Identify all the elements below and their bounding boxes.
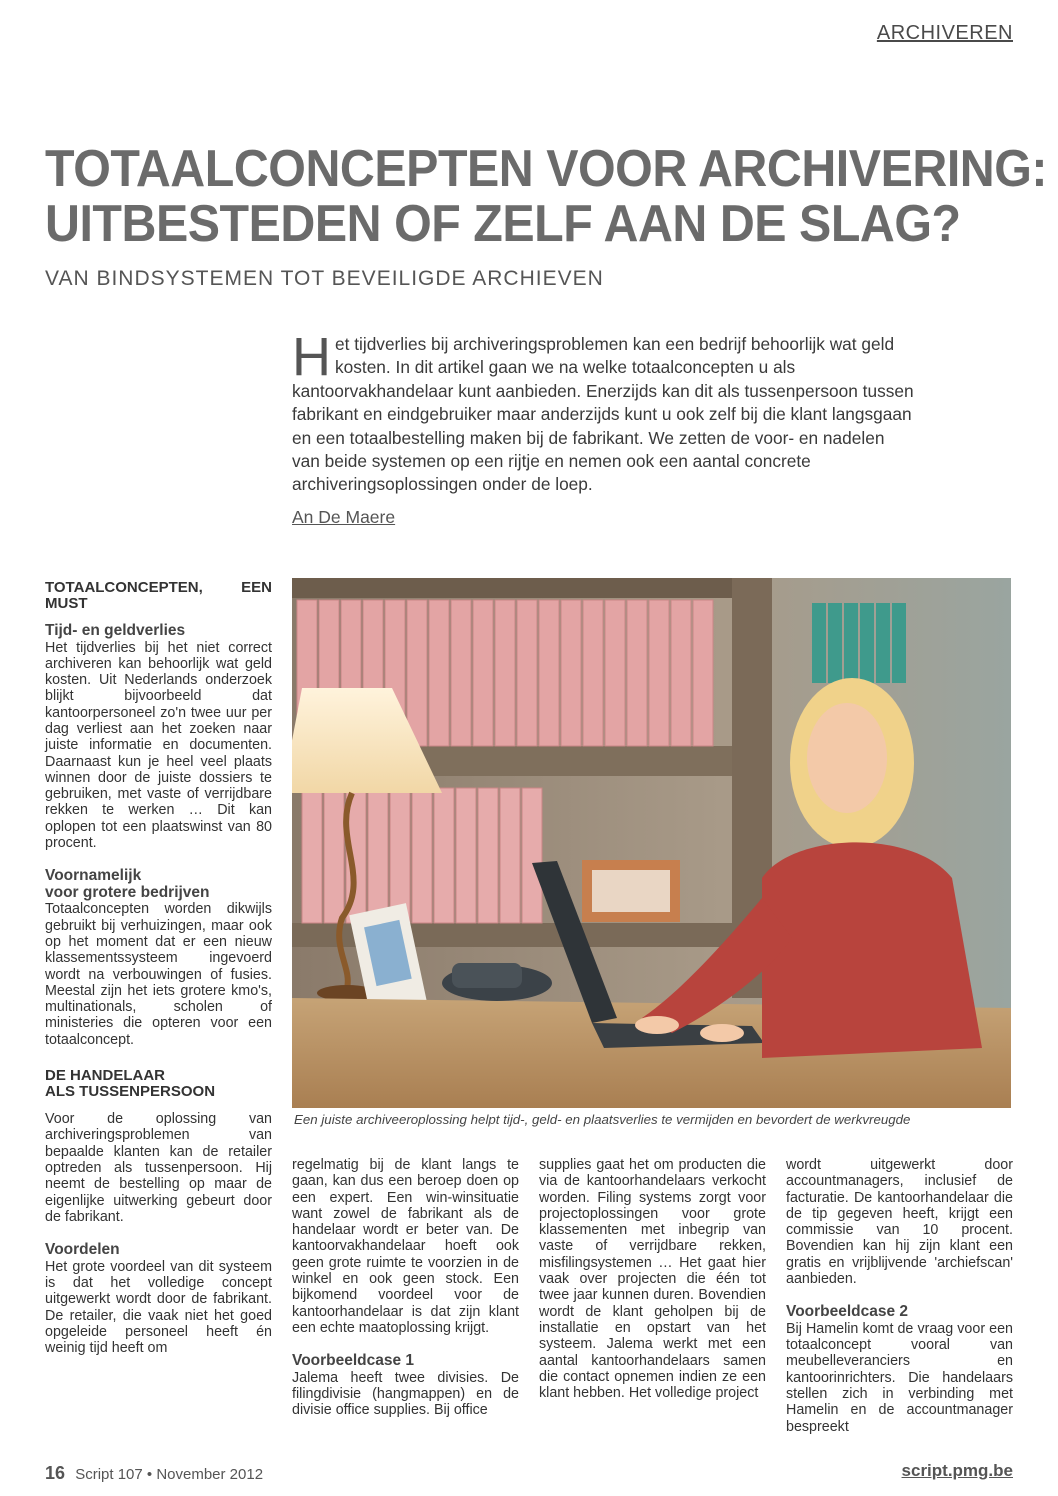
subheading: Tijd- en geldverlies [45, 622, 186, 639]
page-number: 16 [45, 1463, 66, 1483]
drop-cap: H [292, 327, 331, 387]
site-link[interactable]: script.pmg.be [901, 1461, 1013, 1480]
subheading: voor grotere bedrijven [45, 883, 210, 901]
column-2 [292, 1157, 519, 1419]
section-heading: TOTAALCONCEPTEN, EEN MUST [45, 579, 272, 612]
body-paragraph: wordt uitgewerkt door accountmanagers, inclusief de facturatie. De kantoorhandelaar die de tip gegeven heeft, krijgt een commissie van 10 procent. Bovendien kan hij zijn klant een gratis en vrijblijvende 'archiefscan' aanbieden. [786, 1157, 1013, 1288]
body-paragraph: Het tijdverlies bij het niet correct archiveren kan behoorlijk wat geld kosten. Uit Nederlands onderzoek blijkt bijvoorbeeld dat kantoorpersoneel zo'n twee uur per dag verliest aan het zoeken naar juiste informatie en documenten. Daarnaast kun je heel veel plaats winnen door de juiste dossiers te gebruiken, met vaste of verrijdbare rekken te werken … Dit kan oplopen tot een plaatswinst van 80 procent. [45, 639, 272, 852]
column-3 [539, 1157, 766, 1401]
headline-line-1: TOTAALCONCEPTEN VOOR ARCHIVERING: [45, 140, 1048, 198]
body-paragraph: Voor de oplossing van archiveringsproblemen van bepaalde klanten kan de retailer optreden als tussenpersoon. Hij neemt de bestelling op maar de eigenlijke uitwerking gebeurt door de fabrikant. [45, 1111, 272, 1225]
section-tag: ARCHIVEREN [876, 22, 1013, 44]
body-paragraph: Totaalconcepten worden dikwijls gebruikt bij verhuizingen, maar ook op het moment dat er een nieuw klassementssysteem ingevoerd wordt na verbouwingen of fusies. Meestal zijn het iets grotere kmo's, multinationals, scholen of ministeries die opteren voor een totaalconcept. [45, 901, 272, 1048]
body-paragraph: Bij Hamelin komt de vraag voor een totaalconcept vooral van meubelleveranciers en kantoorinrichters. Die handelaars stellen zich in verbinding met Hamelin en de accountmanager bespreekt [786, 1320, 1013, 1435]
column-1 [45, 580, 272, 1356]
subheading: Voorbeeldcase 2 [786, 1303, 909, 1321]
subheading: Voornamelijk [45, 867, 142, 885]
intro-text: et tijdverlies bij archiveringsproblemen kan een bedrijf behoorlijk wat geld kosten. In dit artikel gaan we na welke totaalconcepten u als kantoorvakhandelaar kunt aanbieden. Enerzijds kan dit als tussenpersoon tussen fabrikant en eindgebruiker maar anderzijds kunt u ook zelf bij die klant langsgaan en een totaalbestelling maken bij de fabrikant. We zetten de voor- en nadelen van beide systemen op een rijtje en nemen ook een aantal concrete archiveringsoplossingen onder de loep. [292, 334, 914, 495]
body-paragraph: regelmatig bij de klant langs te gaan, kan dus een beroep doen op een expert. Een win-winsituatie want zowel de fabrikant als de handelaar wordt er beter van. De kantoorvakhandelaar hoeft ook geen grote ruimte te voorzien in de winkel en ook geen stock. Een bijkomend voordeel voor de kantoorhandelaar is dat zijn klant een echte maatoplossing krijgt. [292, 1157, 519, 1336]
body-paragraph: Jalema heeft twee divisies. De filingdivisie (hangmappen) en de divisie office supplies. Bij office [292, 1369, 519, 1419]
body-paragraph: supplies gaat het om producten die via de kantoorhandelaars verkocht worden. Filing systems zorgt voor projectoplossingen voor grote klassementen met inbegrip van vaste of verrijdbare rekken, misfilingsystemen … Het gaat hier vaak over projecten die één tot twee jaar kunnen duren. Bovendien wordt de klant geholpen bij de installatie en opstart van het systeem. Jalema werkt met een aantal kantoorhandelaars samen die contact opnemen indien ze een klant hebben. Het volledige project [539, 1157, 766, 1402]
article-photo [292, 578, 1011, 1108]
section-heading: ALS TUSSENPERSOON [45, 1083, 216, 1101]
photo-caption: Een juiste archiveeroplossing helpt tijd-, geld- en plaatsverlies te vermijden en bevordert de werkvreugde [294, 1112, 911, 1127]
column-4 [786, 1157, 1013, 1435]
headline-line-2: UITBESTEDEN OF ZELF AAN DE SLAG? [45, 195, 961, 253]
body-paragraph: Het grote voordeel van dit systeem is dat het volledige concept uitgewerkt wordt door de fabrikant. De retailer, die vaak niet het goed opgeleide personeel heeft én weinig tijd heeft om [45, 1258, 272, 1357]
footer-issue [45, 1463, 263, 1484]
issue-info: Script 107 • November 2012 [75, 1466, 264, 1483]
intro-paragraph [292, 327, 914, 497]
subheading: Voordelen [45, 1241, 120, 1259]
subheading: Voorbeeldcase 1 [292, 1352, 415, 1370]
author-byline: An De Maere [292, 507, 396, 527]
headline [45, 140, 1048, 253]
section-heading: DE HANDELAAR [45, 1067, 165, 1085]
subheadline: VAN BINDSYSTEMEN TOT BEVEILIGDE ARCHIEVEN [45, 267, 604, 290]
